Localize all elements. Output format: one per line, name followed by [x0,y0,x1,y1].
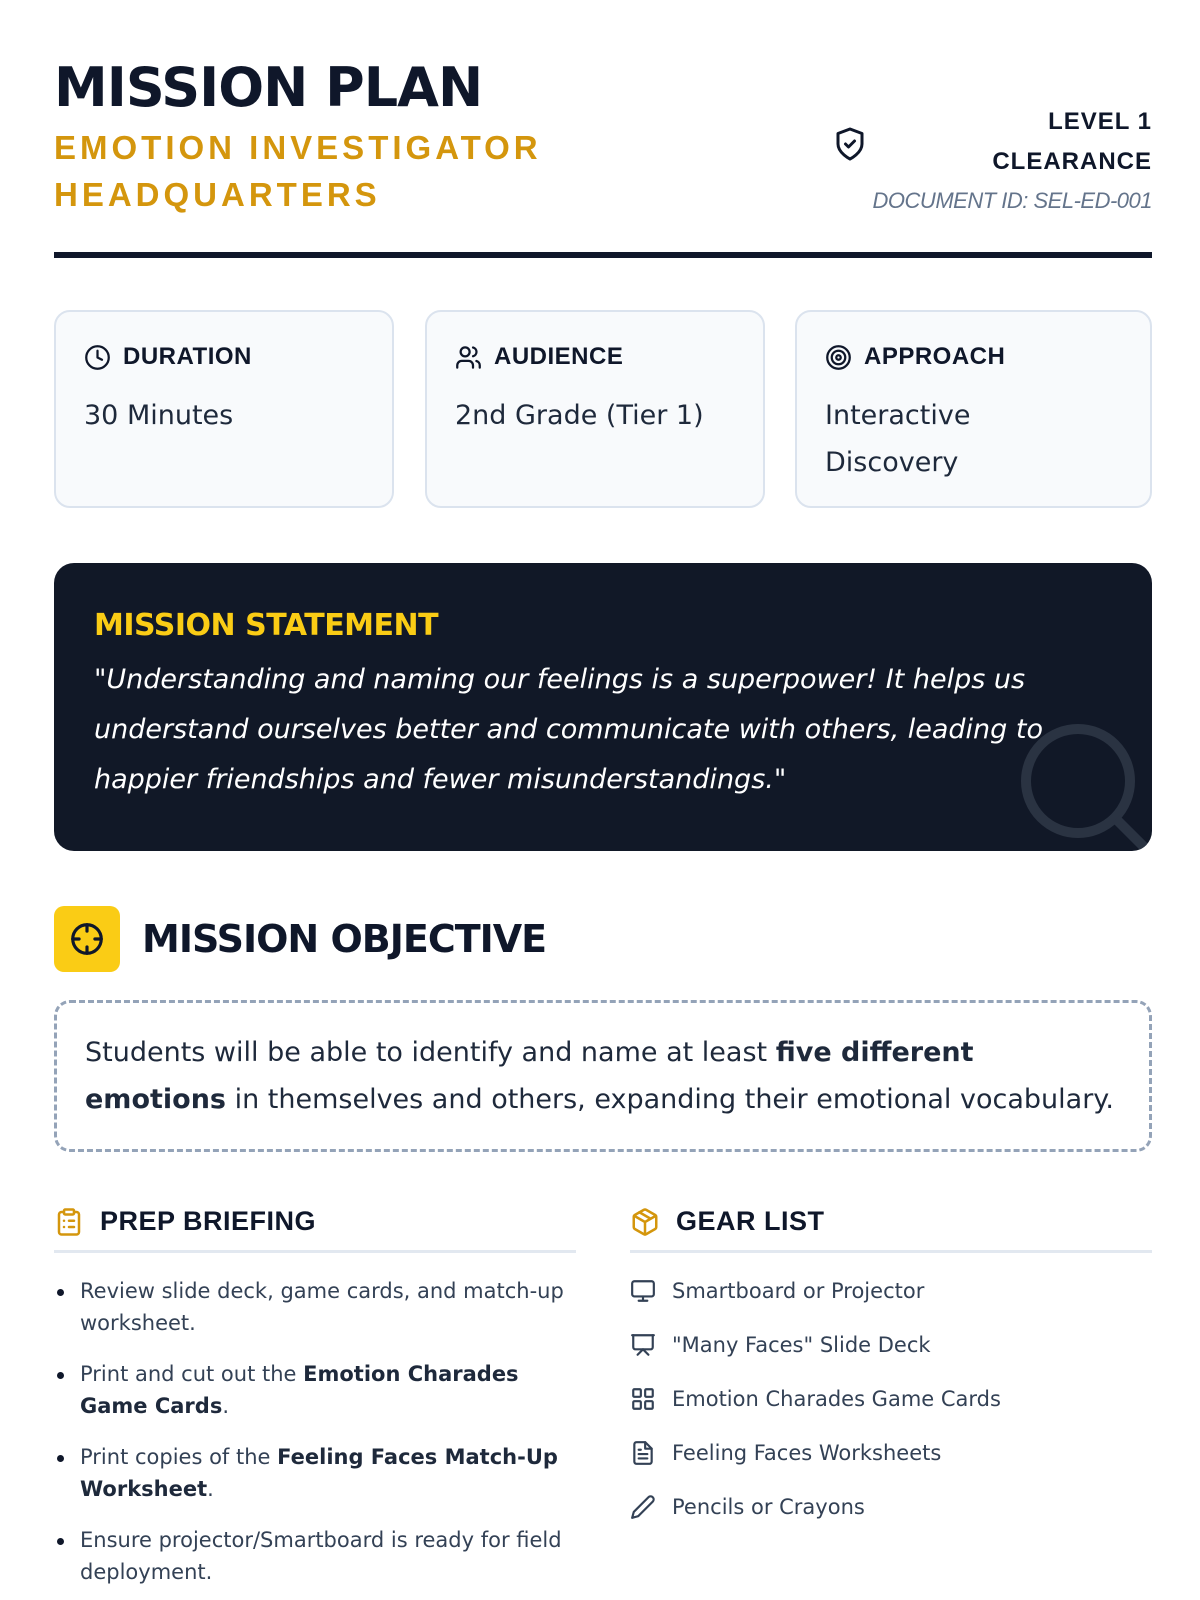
list-item: Pencils or Crayons [630,1491,1152,1523]
approach-label: APPROACH [864,343,1006,370]
prep-list [54,1275,576,1588]
gear-list-title: GEAR LIST [676,1206,825,1236]
crosshair-icon [68,920,106,958]
objective-box [54,1000,1152,1152]
approach-card [795,310,1152,508]
list-item: Print copies of the Feeling Faces Match-Up Worksheet. [54,1441,576,1505]
shield-check-icon [832,124,868,164]
clearance-level: LEVEL 1 CLEARANCE [992,108,1152,175]
page-header [54,56,1152,258]
duration-card [54,310,394,508]
mission-statement-text: "Understanding and naming our feelings is a superpower! It helps us understand ourselves better and communicate with others, leading to happier friendships and fewer misunderstandings." [94,664,1043,795]
list-item: Print and cut out the Emotion Charades Game Cards. [54,1358,576,1422]
gear-list-section [630,1205,1152,1545]
crosshair-icon-badge [54,906,120,972]
document-id: DOCUMENT ID: SEL-ED-001 [872,188,1152,213]
info-cards [54,310,1152,508]
objective-text-end: in themselves and others, expanding their emotional vocabulary. [226,1084,1115,1115]
file-text-icon [630,1440,656,1466]
list-item: Feeling Faces Worksheets [630,1437,1152,1469]
approach-value: Interactive Discovery [825,400,971,478]
clipboard-list-icon [54,1207,84,1237]
duration-label: DURATION [123,343,252,370]
grid-icon [630,1386,656,1412]
list-item: Emotion Charades Game Cards [630,1383,1152,1415]
prep-briefing-section [54,1205,576,1600]
list-item: Ensure projector/Smartboard is ready for field deployment. [54,1524,576,1588]
clock-icon [84,344,111,371]
page-subtitle: EMOTION INVESTIGATOR HEADQUARTERS [54,129,542,213]
objective-text-emphasis: five different emotions [85,1037,974,1115]
gear-list [630,1275,1152,1523]
monitor-icon [630,1278,656,1304]
audience-card [425,310,765,508]
audience-value: 2nd Grade (Tier 1) [455,400,704,431]
objective-text-start: Students will be able to identify and name at least [85,1037,776,1068]
list-item: "Many Faces" Slide Deck [630,1329,1152,1361]
pencil-icon [630,1494,656,1520]
presentation-icon [630,1332,656,1358]
audience-label: AUDIENCE [494,343,624,370]
objective-title: MISSION OBJECTIVE [142,917,547,961]
page-title: MISSION PLAN [54,56,483,119]
magnifier-icon [1018,721,1152,851]
clearance-block [873,102,1152,214]
list-item: Smartboard or Projector [630,1275,1152,1307]
package-icon [630,1207,660,1237]
objective-header [54,906,546,972]
prep-briefing-title: PREP BRIEFING [100,1206,317,1236]
users-icon [455,344,482,371]
duration-value: 30 Minutes [84,400,234,431]
target-icon [825,344,852,371]
mission-statement-panel [54,563,1152,851]
list-item: Review slide deck, game cards, and match-up worksheet. [54,1275,576,1339]
mission-statement-title: MISSION STATEMENT [94,608,439,643]
